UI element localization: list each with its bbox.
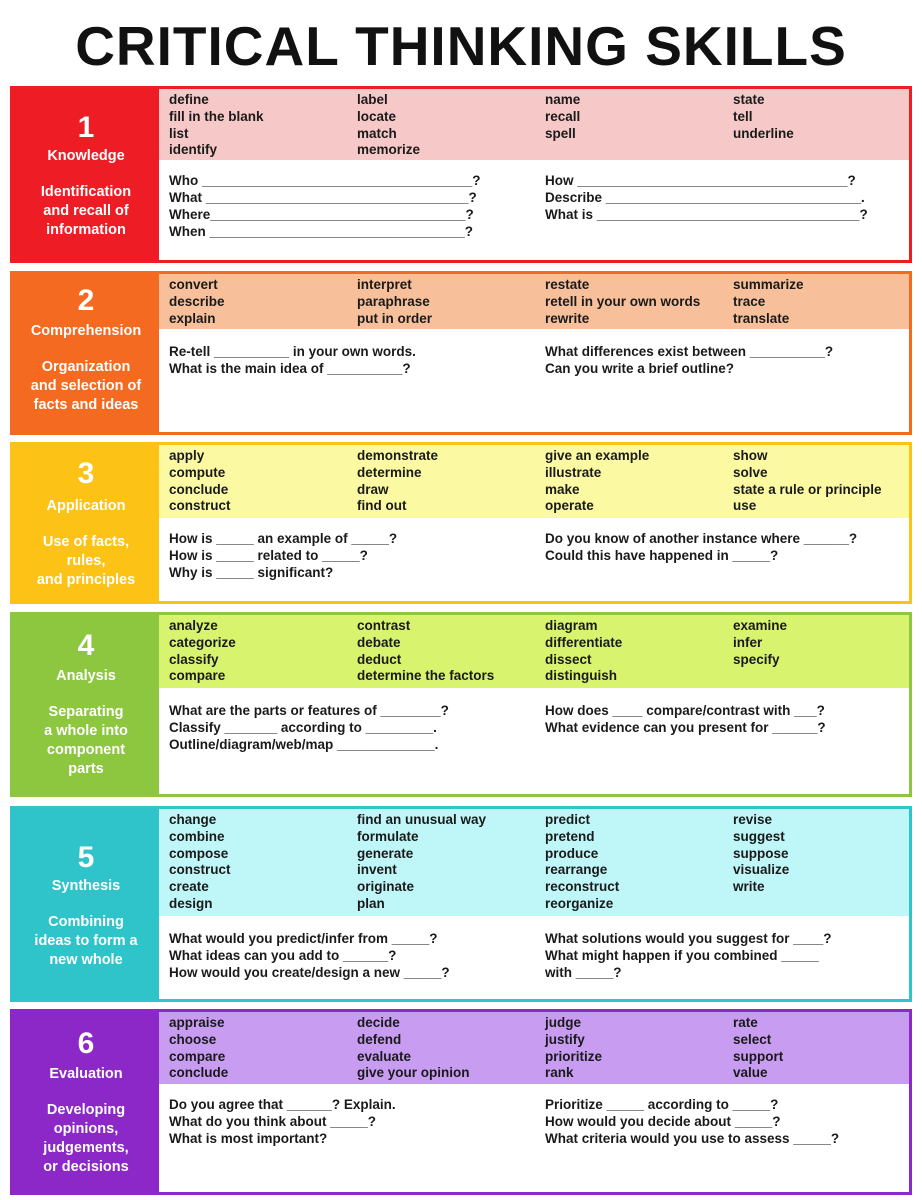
verb: justify <box>545 1031 585 1047</box>
section-side-panel <box>13 615 159 794</box>
verb-column <box>169 812 231 913</box>
verb-column <box>169 277 225 327</box>
section-description <box>17 358 155 415</box>
question-prompt: What is ___________________________________? <box>545 207 868 222</box>
question-prompt: Could this have happened in _____? <box>545 548 779 563</box>
verb: debate <box>357 634 401 650</box>
section-description <box>17 1101 155 1177</box>
description-line: Developing <box>46 1102 126 1118</box>
verb: produce <box>545 845 599 861</box>
question-column-right <box>545 530 857 564</box>
question-prompt: Prioritize _____ according to _____? <box>545 1097 779 1112</box>
verb: demonstrate <box>357 448 439 463</box>
question-column-left <box>169 530 397 581</box>
section-description <box>17 913 155 970</box>
verb: design <box>169 895 213 911</box>
skill-section-synthesis <box>10 806 912 1002</box>
description-line: Identification <box>40 184 132 200</box>
verb: formulate <box>357 828 419 844</box>
section-number: 6 <box>77 1027 95 1060</box>
question-column-right <box>545 343 833 377</box>
verb-column <box>357 1015 470 1082</box>
verb: suggest <box>733 828 785 844</box>
verb: draw <box>357 481 389 497</box>
question-prompt: What is most important? <box>169 1131 328 1146</box>
verb-column <box>545 448 649 515</box>
verb: define <box>169 92 209 107</box>
question-prompt: Outline/diagram/web/map _____________. <box>169 737 439 752</box>
section-number: 1 <box>77 111 95 144</box>
question-prompt: What ___________________________________? <box>169 190 477 205</box>
verb: visualize <box>733 862 790 878</box>
verb: memorize <box>357 142 421 158</box>
verb-list <box>159 615 909 688</box>
verb: rearrange <box>545 862 608 878</box>
question-prompt: What is the main idea of __________? <box>169 361 411 376</box>
verb: decide <box>357 1015 400 1030</box>
section-number: 2 <box>77 284 95 317</box>
verb: make <box>545 481 580 497</box>
verb: examine <box>733 618 788 633</box>
section-number: 4 <box>77 629 95 662</box>
verb-column <box>357 277 432 327</box>
question-column-right <box>545 1096 839 1147</box>
verb: compute <box>169 464 226 480</box>
verb-column <box>169 1015 228 1082</box>
verb: label <box>357 92 388 107</box>
question-prompt: How ____________________________________? <box>545 173 856 188</box>
verb: classify <box>169 651 219 667</box>
verb: write <box>733 879 765 895</box>
description-line: rules, <box>66 553 106 569</box>
question-prompt: with _____? <box>545 965 622 980</box>
verb: find out <box>357 498 407 514</box>
description-line: opinions, <box>53 1121 119 1137</box>
verb: deduct <box>357 651 402 667</box>
verb: determine <box>357 464 422 480</box>
question-prompt: Describe __________________________________. <box>545 190 865 205</box>
question-prompts <box>159 1084 909 1192</box>
verb: tell <box>733 108 753 124</box>
verb: construct <box>169 498 231 514</box>
verb: put in order <box>357 310 432 326</box>
verb-column <box>733 277 804 327</box>
verb: construct <box>169 862 231 878</box>
verb: solve <box>733 464 768 480</box>
verb: diagram <box>545 618 598 633</box>
verb-column <box>357 812 486 913</box>
verb: list <box>169 125 189 141</box>
skill-section-application <box>10 442 912 604</box>
verb: describe <box>169 293 225 309</box>
verb: rate <box>733 1015 758 1030</box>
verb-list <box>159 809 909 916</box>
verb: invent <box>357 862 397 878</box>
question-column-left <box>169 343 416 377</box>
verb: locate <box>357 108 397 124</box>
skill-section-knowledge <box>10 86 912 263</box>
question-prompt: What do you think about _____? <box>169 1114 377 1129</box>
section-side-panel <box>13 89 159 260</box>
question-prompt: Classify _______ according to _________. <box>169 720 437 735</box>
verb: apply <box>169 448 205 463</box>
section-side-panel <box>13 274 159 432</box>
question-prompt: When __________________________________? <box>169 224 474 239</box>
verb: combine <box>169 828 225 844</box>
verb: identify <box>169 142 218 158</box>
verb: compare <box>169 1048 226 1064</box>
verb-column <box>545 92 580 142</box>
verb: dissect <box>545 651 592 667</box>
verb: evaluate <box>357 1048 412 1064</box>
description-line: judgements, <box>43 1140 129 1156</box>
question-prompt: How is _____ related to _____? <box>169 548 368 563</box>
question-column-right <box>545 930 832 981</box>
verb: compare <box>169 668 226 684</box>
question-prompt: How is _____ an example of _____? <box>169 531 398 546</box>
section-description <box>17 183 155 240</box>
description-line: or decisions <box>43 1159 129 1175</box>
section-name: Evaluation <box>49 1066 123 1082</box>
question-prompt: What solutions would you suggest for ____? <box>545 931 832 946</box>
question-prompts <box>159 916 909 999</box>
description-line: and recall of <box>43 203 129 219</box>
verb: find an unusual way <box>357 812 487 827</box>
verb: use <box>733 498 757 514</box>
question-prompt: How does ____ compare/contrast with ___? <box>545 703 825 718</box>
verb-column <box>545 812 619 913</box>
verb-column <box>357 92 420 159</box>
question-prompt: What would you predict/infer from _____? <box>169 931 438 946</box>
verb: restate <box>545 277 590 292</box>
verb: generate <box>357 845 414 861</box>
section-content <box>159 809 909 999</box>
section-name: Synthesis <box>51 878 121 894</box>
verb: underline <box>733 125 794 141</box>
description-line: Separating <box>48 704 124 720</box>
section-content <box>159 274 909 432</box>
section-side-panel <box>13 809 159 999</box>
verb: retell in your own words <box>545 293 701 309</box>
question-prompt: Why is _____ significant? <box>169 565 334 580</box>
question-prompt: What ideas can you add to ______? <box>169 948 397 963</box>
question-column-right <box>545 702 826 736</box>
verb-list <box>159 89 909 160</box>
page-title: CRITICAL THINKING SKILLS <box>75 15 847 77</box>
verb: support <box>733 1048 784 1064</box>
verb-column <box>733 1015 783 1082</box>
section-description <box>17 533 155 590</box>
question-prompt: How would you create/design a new _____? <box>169 965 450 980</box>
question-prompt: What are the parts or features of ________? <box>169 703 449 718</box>
verb-column <box>169 618 236 685</box>
verb: differentiate <box>545 634 623 650</box>
skill-section-evaluation <box>10 1009 912 1195</box>
verb-column <box>733 92 794 142</box>
description-line: Combining <box>48 914 124 930</box>
verb: trace <box>733 293 766 309</box>
verb-column <box>545 277 700 327</box>
verb: revise <box>733 812 773 827</box>
skill-section-comprehension <box>10 271 912 435</box>
verb: reorganize <box>545 895 614 911</box>
question-prompt: Who ____________________________________? <box>169 173 481 188</box>
verb-column <box>733 618 787 668</box>
verb: rank <box>545 1065 574 1081</box>
question-prompt: What might happen if you combined _____ <box>545 948 819 963</box>
verb: fill in the blank <box>169 108 264 124</box>
verb: translate <box>733 310 790 326</box>
verb: give an example <box>545 448 650 463</box>
verb: determine the factors <box>357 668 495 684</box>
verb-list <box>159 274 909 329</box>
question-prompt: Where__________________________________? <box>169 207 474 222</box>
verb: illustrate <box>545 464 602 480</box>
verb-column <box>733 448 882 515</box>
verb: conclude <box>169 481 229 497</box>
verb: explain <box>169 310 216 326</box>
verb: reconstruct <box>545 879 620 895</box>
verb: state <box>733 92 765 107</box>
description-line: new whole <box>49 952 123 968</box>
verb: compose <box>169 845 229 861</box>
question-prompts <box>159 688 909 794</box>
verb: summarize <box>733 277 804 292</box>
question-prompt: Can you write a brief outline? <box>545 361 735 376</box>
verb: predict <box>545 812 591 827</box>
verb: convert <box>169 277 218 292</box>
verb: choose <box>169 1031 217 1047</box>
description-line: a whole into <box>44 723 128 739</box>
verb: conclude <box>169 1065 229 1081</box>
verb: prioritize <box>545 1048 603 1064</box>
verb: infer <box>733 634 763 650</box>
verb: plan <box>357 895 385 911</box>
description-line: facts and ideas <box>33 397 139 413</box>
section-content <box>159 1012 909 1192</box>
verb: change <box>169 812 217 827</box>
question-prompts <box>159 160 909 260</box>
question-prompt: Do you know of another instance where ______? <box>545 531 858 546</box>
verb-list <box>159 445 909 518</box>
section-number: 5 <box>77 841 95 874</box>
skill-section-analysis <box>10 612 912 797</box>
description-line: parts <box>68 761 104 777</box>
section-content <box>159 615 909 794</box>
question-prompt: What evidence can you present for ______? <box>545 720 826 735</box>
verb: give your opinion <box>357 1065 470 1081</box>
verb: interpret <box>357 277 412 292</box>
section-content <box>159 445 909 601</box>
section-name: Application <box>46 498 126 514</box>
verb: show <box>733 448 768 463</box>
description-line: Use of facts, <box>42 534 130 550</box>
verb-column <box>169 448 231 515</box>
verb: spell <box>545 125 576 141</box>
verb: select <box>733 1031 772 1047</box>
verb-column <box>545 1015 602 1082</box>
question-prompts <box>159 329 909 432</box>
verb-column <box>545 618 622 685</box>
verb: defend <box>357 1031 402 1047</box>
verb: specify <box>733 651 780 667</box>
verb: match <box>357 125 397 141</box>
section-content <box>159 89 909 260</box>
question-prompt: Re-tell __________ in your own words. <box>169 344 416 359</box>
question-prompts <box>159 518 909 601</box>
verb: value <box>733 1065 768 1081</box>
question-column-right <box>545 172 868 223</box>
description-line: Organization <box>41 359 131 375</box>
section-side-panel <box>13 445 159 601</box>
question-prompt: What criteria would you use to assess _____? <box>545 1131 840 1146</box>
verb: recall <box>545 108 581 124</box>
verb: create <box>169 879 209 895</box>
section-side-panel <box>13 1012 159 1192</box>
section-name: Comprehension <box>30 323 142 339</box>
verb: paraphrase <box>357 293 430 309</box>
verb-column <box>357 618 494 685</box>
verb: state a rule or principle <box>733 481 882 497</box>
question-column-left <box>169 1096 396 1147</box>
verb-column <box>733 812 789 896</box>
verb-list <box>159 1012 909 1084</box>
verb-column <box>357 448 438 515</box>
verb: analyze <box>169 618 218 633</box>
section-description <box>17 703 155 779</box>
question-prompt: Do you agree that ______? Explain. <box>169 1097 396 1112</box>
verb: categorize <box>169 634 236 650</box>
question-prompt: What differences exist between __________? <box>545 344 834 359</box>
verb: operate <box>545 498 594 514</box>
question-column-left <box>169 930 450 981</box>
question-column-left <box>169 702 449 753</box>
description-line: and principles <box>36 572 136 588</box>
verb: contrast <box>357 618 411 633</box>
section-name: Analysis <box>56 668 116 684</box>
question-column-left <box>169 172 481 240</box>
verb: suppose <box>733 845 789 861</box>
section-number: 3 <box>77 457 95 490</box>
description-line: information <box>46 222 126 238</box>
verb-column <box>169 92 264 159</box>
verb: distinguish <box>545 668 617 684</box>
verb: rewrite <box>545 310 590 326</box>
description-line: component <box>46 742 126 758</box>
verb: name <box>545 92 581 107</box>
section-name: Knowledge <box>47 148 125 164</box>
question-prompt: How would you decide about _____? <box>545 1114 781 1129</box>
description-line: ideas to form a <box>34 933 138 949</box>
verb: pretend <box>545 828 595 844</box>
verb: originate <box>357 879 415 895</box>
description-line: and selection of <box>30 378 142 394</box>
verb: judge <box>545 1015 581 1030</box>
verb: appraise <box>169 1015 225 1030</box>
